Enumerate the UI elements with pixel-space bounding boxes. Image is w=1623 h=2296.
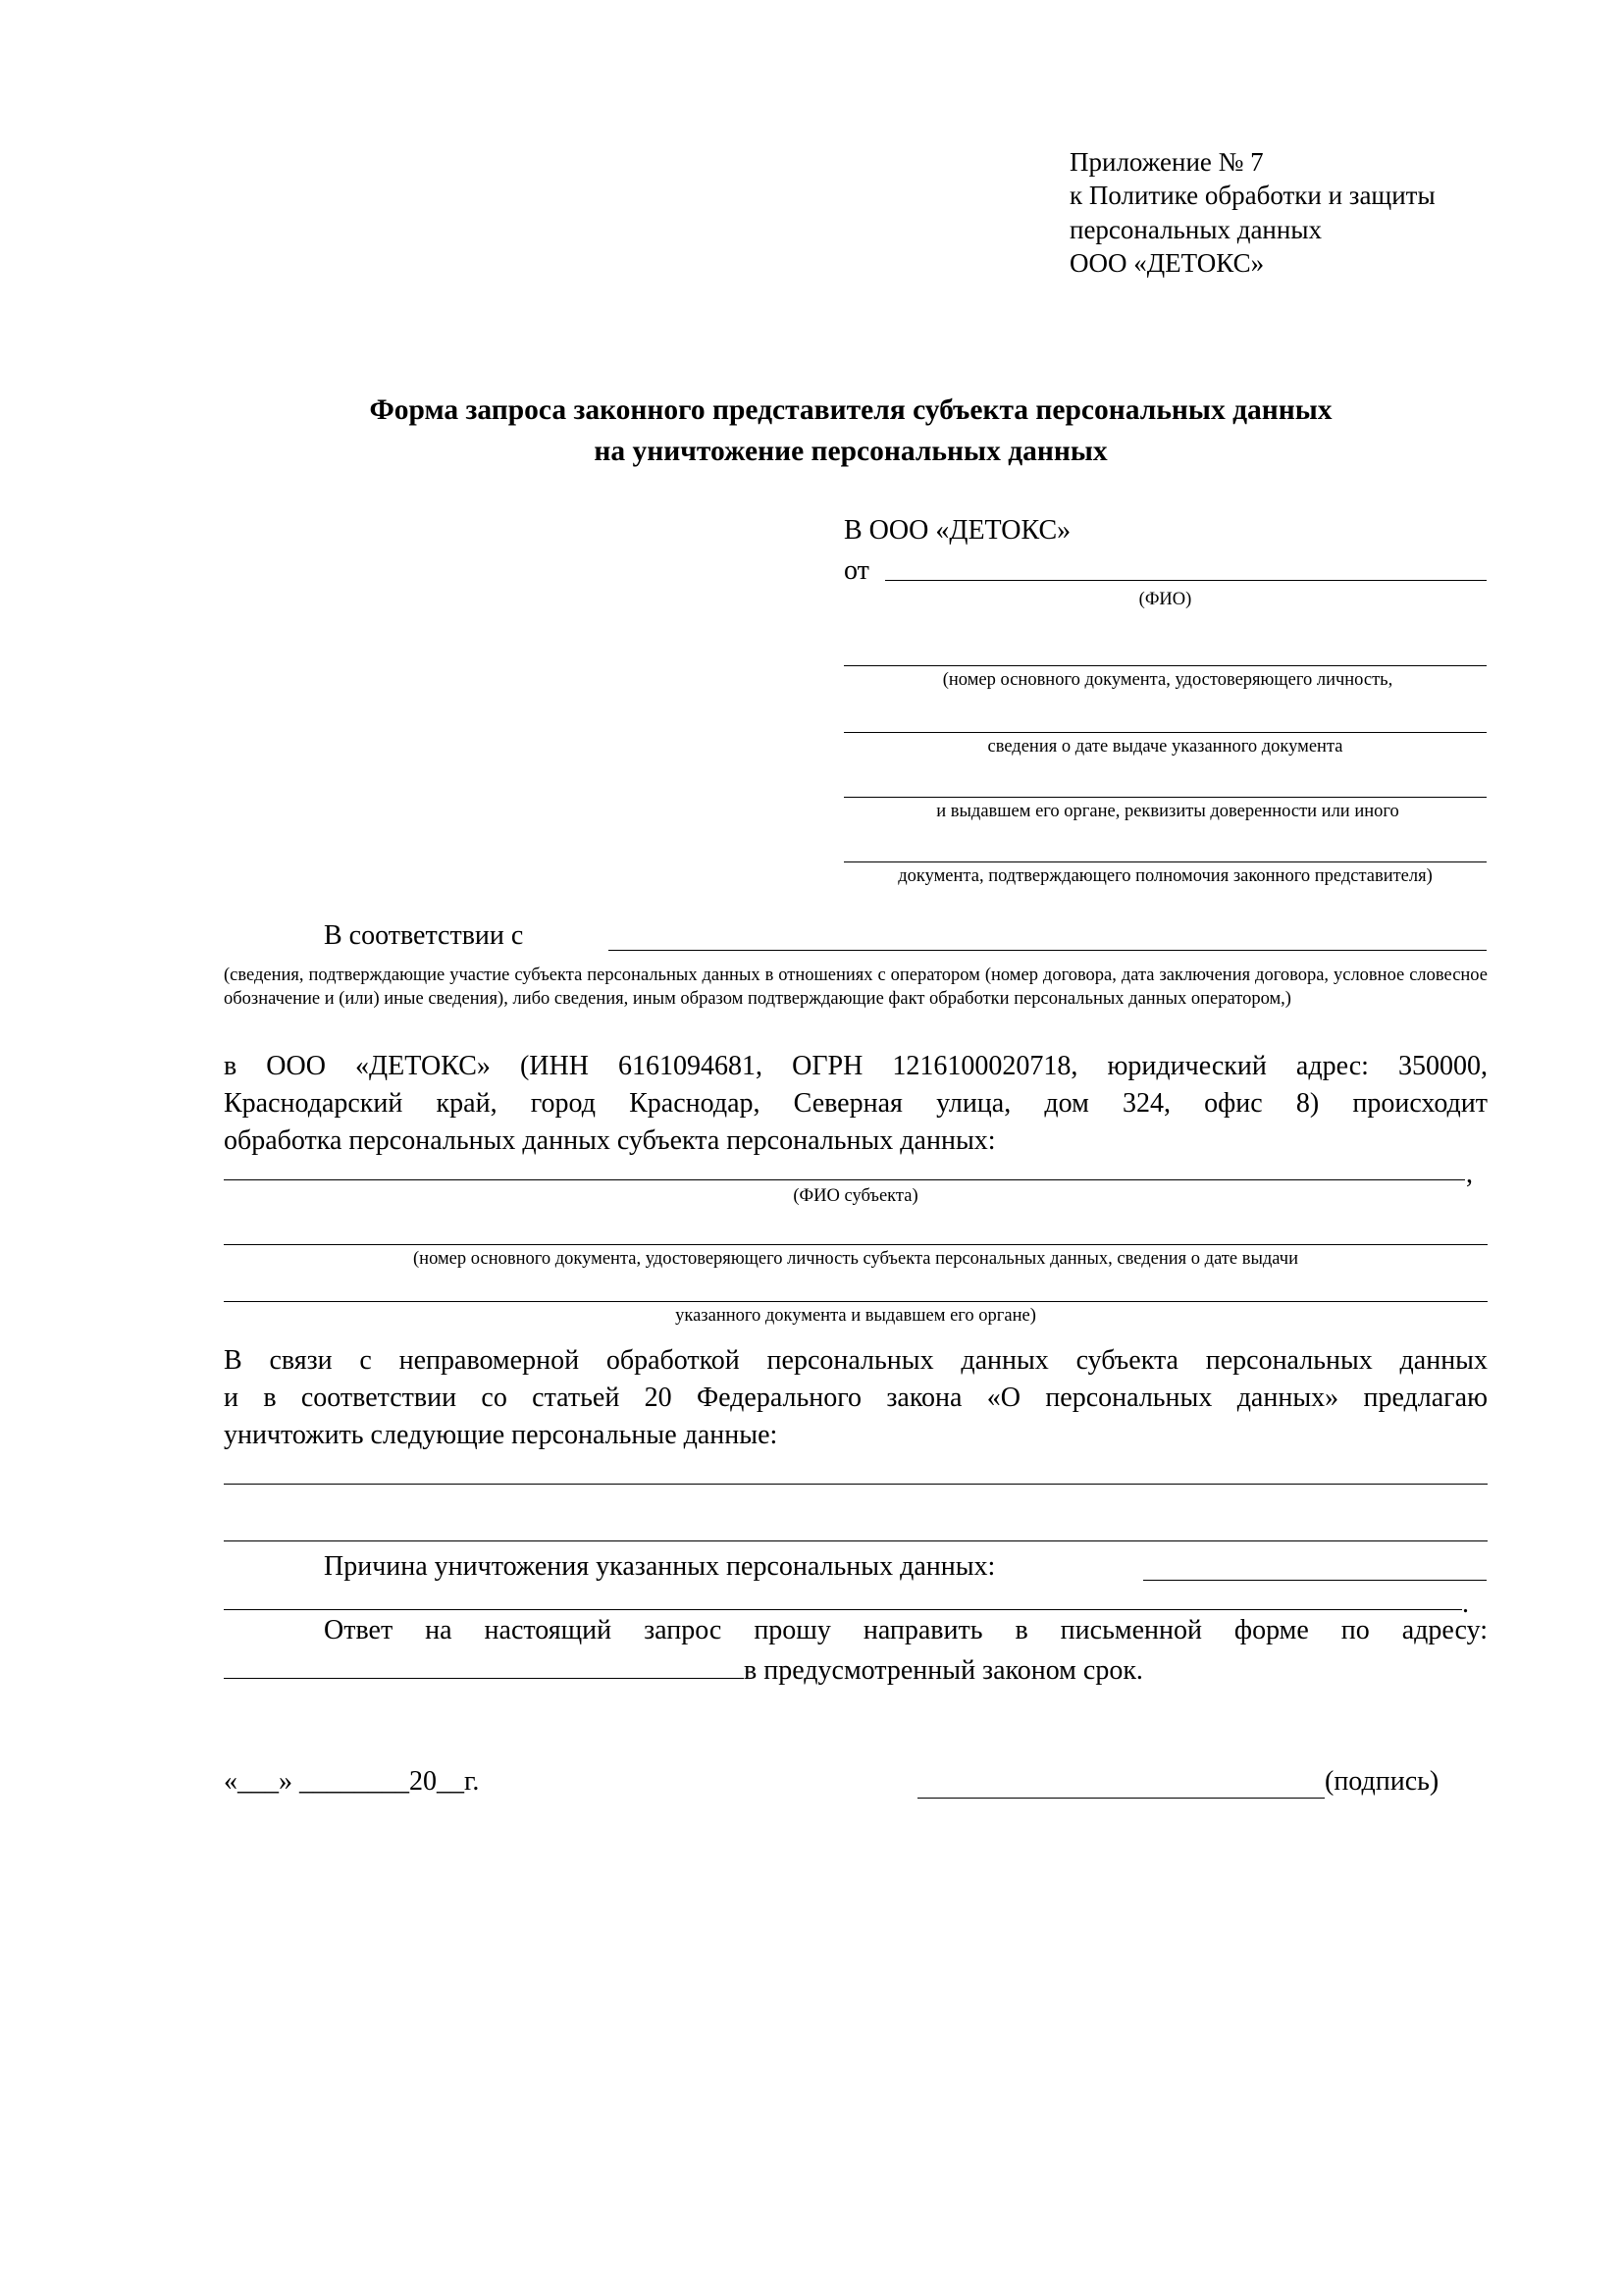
answer-address-fill-line[interactable]	[224, 1678, 744, 1679]
appendix-header	[1070, 145, 1580, 280]
company-paragraph-line3: обработка персональных данных субъекта персональных данных:	[224, 1125, 996, 1156]
reason-fill-line-1[interactable]	[1143, 1580, 1487, 1581]
subject-fio-fill-line[interactable]	[224, 1179, 1465, 1180]
note-accordance: (сведения, подтверждающие участие субъекта персональных данных в отношениях с оператором (номер договора, дата заключения договора, условное словесное обозначение и (или) иные сведения), либо сведения, иным образом подтверждающие факт обработки персональных данных оператором,)	[224, 965, 1488, 1010]
caption-doc-issuer: и выдавшем его органе, реквизиты доверенности или иного	[936, 802, 1399, 821]
addressee-line: В ООО «ДЕТОКС»	[844, 515, 1072, 546]
request-paragraph-line2: и в соответствии со статьей 20 Федерального закона «О персональных данных» предлагаю	[224, 1383, 1488, 1413]
from-row	[844, 555, 1487, 587]
reason-period: .	[1462, 1589, 1469, 1619]
answer-line2: в предусмотренный законом срок.	[744, 1655, 1143, 1686]
appendix-number: Приложение № 7	[1070, 147, 1264, 177]
request-paragraph-line1: В связи с неправомерной обработкой персональных данных субъекта персональных данных	[224, 1345, 1488, 1376]
appendix-company: ООО «ДЕТОКС»	[1070, 247, 1265, 278]
caption-doc-date: сведения о дате выдаче указанного документа	[987, 737, 1343, 757]
company-paragraph-line1: в ООО «ДЕТОКС» (ИНН 6161094681, ОГРН 1216100020718, юридический адрес: 350000,	[224, 1051, 1488, 1081]
signature-label: (подпись)	[1325, 1766, 1440, 1797]
answer-line1: Ответ на настоящий запрос прошу направить в письменной форме по адресу:	[324, 1615, 1488, 1645]
doc-number-fill-line[interactable]	[844, 665, 1487, 666]
reason-fill-line-2[interactable]	[224, 1609, 1462, 1610]
caption-subject-fio: (ФИО субъекта)	[793, 1186, 918, 1206]
in-accordance-fill-line[interactable]	[608, 950, 1487, 951]
doc-authority-fill-line[interactable]	[844, 861, 1487, 862]
caption-doc-authority: документа, подтверждающего полномочия законного представителя)	[898, 866, 1433, 886]
appendix-policy-line1: к Политике обработки и защиты	[1070, 181, 1436, 211]
page-title	[218, 391, 1484, 473]
page-title-line2: на уничтожение персональных данных	[594, 435, 1108, 467]
reason-label: Причина уничтожения указанных персональных данных:	[324, 1551, 996, 1582]
in-accordance-label: В соответствии с	[324, 920, 524, 951]
page-title-line1: Форма запроса законного представителя субъекта персональных данных	[369, 394, 1333, 426]
caption-doc-number: (номер основного документа, удостоверяющего личность,	[942, 670, 1393, 690]
subject-doc-fill-line-1[interactable]	[224, 1244, 1488, 1245]
signature-fill-line[interactable]	[917, 1798, 1325, 1799]
doc-issuer-fill-line[interactable]	[844, 797, 1487, 798]
date-line[interactable]: «___» ________20__г.	[224, 1766, 480, 1797]
appendix-policy-line2: персональных данных	[1070, 214, 1322, 244]
caption-fio: (ФИО)	[1138, 590, 1192, 609]
data-fill-line-2[interactable]	[224, 1540, 1488, 1541]
doc-date-fill-line[interactable]	[844, 732, 1487, 733]
subject-fio-comma: ,	[1466, 1159, 1473, 1189]
from-label: от	[844, 555, 869, 586]
subject-doc-fill-line-2[interactable]	[224, 1301, 1488, 1302]
caption-subject-doc-1: (номер основного документа, удостоверяющего личность субъекта персональных данных, сведения о дате выдачи	[413, 1249, 1298, 1269]
from-fill-line[interactable]	[885, 555, 1487, 581]
company-paragraph-line2: Краснодарский край, город Краснодар, Северная улица, дом 324, офис 8) происходит	[224, 1088, 1488, 1119]
request-paragraph-line3: уничтожить следующие персональные данные:	[224, 1420, 778, 1450]
data-fill-line-1[interactable]	[224, 1484, 1488, 1485]
caption-subject-doc-2: указанного документа и выдавшем его органе)	[675, 1306, 1036, 1326]
